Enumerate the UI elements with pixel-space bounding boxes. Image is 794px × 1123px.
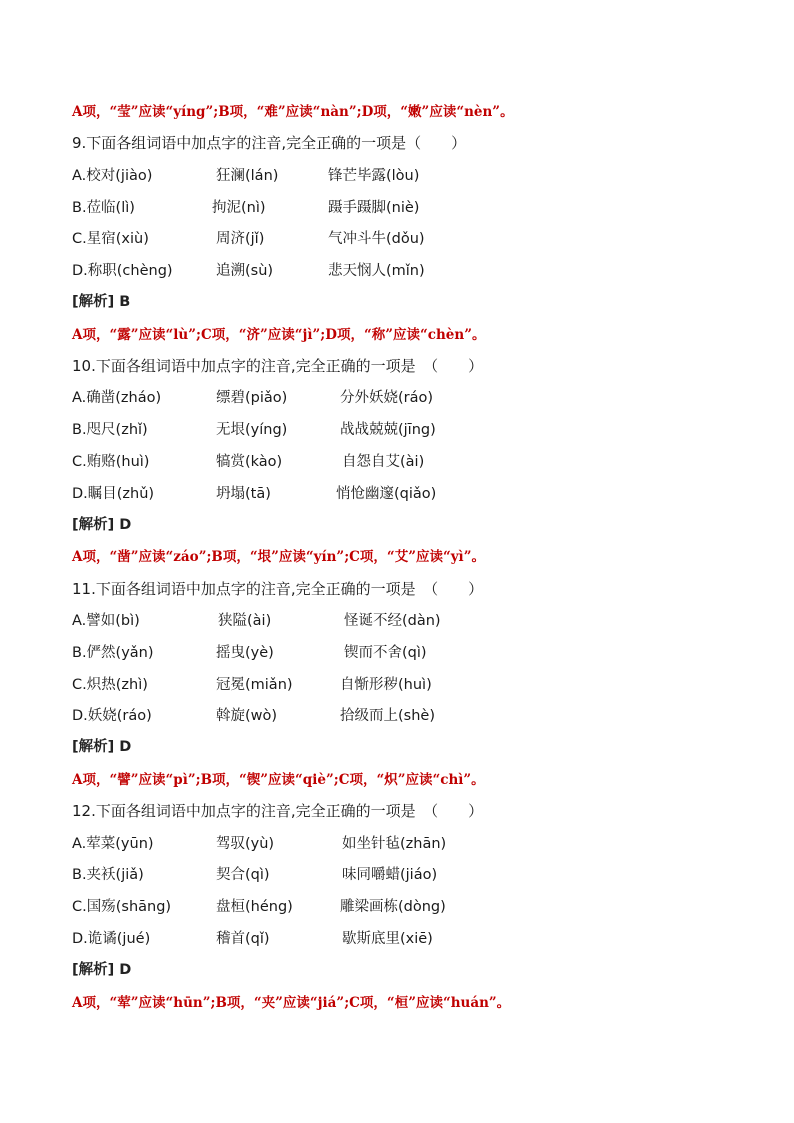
- answer-explanation-8: A项，“莹”应读“yíng”;B项，“难”应读“nàn”;D项，“嫩”应读“nèn”。: [72, 104, 514, 120]
- document-page: A项，“莹”应读“yíng”;B项，“难”应读“nàn”;D项，“嫩”应读“nèn”。 9.下面各组词语中加点字的注音,完全正确的一项是（ ） A.校对(jiào) 狂澜(lán) 锋芒毕露(lòu) B.莅临(lì) 拘泥(nì) 蹑手蹑脚(niè) C.星宿(xiù) 周济(jǐ) 气冲斗牛(dǒu) D.称职(chèng) 追溯(sù) 悲天悯人(mǐn) [解析] B A项，“露”应读“lù”;C项，“济”应读“jì”;D项，“称”应读“chèn”。 10.下面各组词语中加点字的注音,完全正确的一项是 （ ） A.确凿(zháo) 缥碧(piǎo) 分外妖娆(ráo) B.咫尺(zhǐ) 无垠(yíng) 战战兢兢(jīng) C.贿赂(huì) 犒赏(kào) 自怨自艾(ài) D.瞩目(zhǔ) 坍塌(tā) 悄怆幽邃(qiǎo) [解析] D A项，“凿”应读“záo”;B项，“垠”应读“yín”;C项，“艾”应读“yì”。 11.下面各组词语中加点字的注音,完全正确的一项是 （ ） A.譬如(bì) 狭隘(ài) 怪诞不经(dàn) B.俨然(yǎn) 摇曳(yè) 锲而不舍(qì) C.炽热(zhì) 冠冕(miǎn) 自惭形秽(huì) D.妖娆(ráo) 斡旋(wò) 拾级而上(shè) [解析] D A项，“譬”应读“pì”;B项，“锲”应读“qiè”;C项，“炽”应读“chì”。 12.下面各组词语中加点字的注音,完全正确的一项是 （ ） A.荤菜(yūn) 驾驭(yù) 如坐针毡(zhān) B.夹袄(jiǎ) 契合(qì) 味同嚼蜡(jiáo) C.国殇(shāng) 盘桓(héng) 雕梁画栋(dòng) D.诡谲(jué) 稽首(qǐ) 歇斯底里(xiē) [解析] D A项，“荤”应读“hūn”;B项，“夹”应读“jiá”;C项，“桓”应读“huán”。: [72, 104, 514, 1011]
- question-12: 12.下面各组词语中加点字的注音,完全正确的一项是 （ ）: [72, 802, 484, 820]
- analysis-label-11: [解析] D: [72, 739, 132, 755]
- analysis-label-12: [解析] D: [72, 962, 132, 978]
- answer-explanation-9: A项，“露”应读“lù”;C项，“济”应读“jì”;D项，“称”应读“chèn”。: [72, 327, 486, 343]
- answer-explanation-11: A项，“譬”应读“pì”;B项，“锲”应读“qiè”;C项，“炽”应读“chì”。: [72, 772, 485, 788]
- analysis-label-10: [解析] D: [72, 517, 132, 533]
- question-10: 10.下面各组词语中加点字的注音,完全正确的一项是 （ ）: [72, 357, 484, 375]
- answer-explanation-10: A项，“凿”应读“záo”;B项，“垠”应读“yín”;C项，“艾”应读“yì”。: [72, 549, 485, 565]
- question-9: 9.下面各组词语中加点字的注音,完全正确的一项是（ ）: [72, 134, 467, 152]
- analysis-label-9: [解析] B: [72, 294, 131, 310]
- answer-explanation-12: A项，“荤”应读“hūn”;B项，“夹”应读“jiá”;C项，“桓”应读“huán”。: [72, 995, 511, 1011]
- question-11: 11.下面各组词语中加点字的注音,完全正确的一项是 （ ）: [72, 580, 484, 598]
